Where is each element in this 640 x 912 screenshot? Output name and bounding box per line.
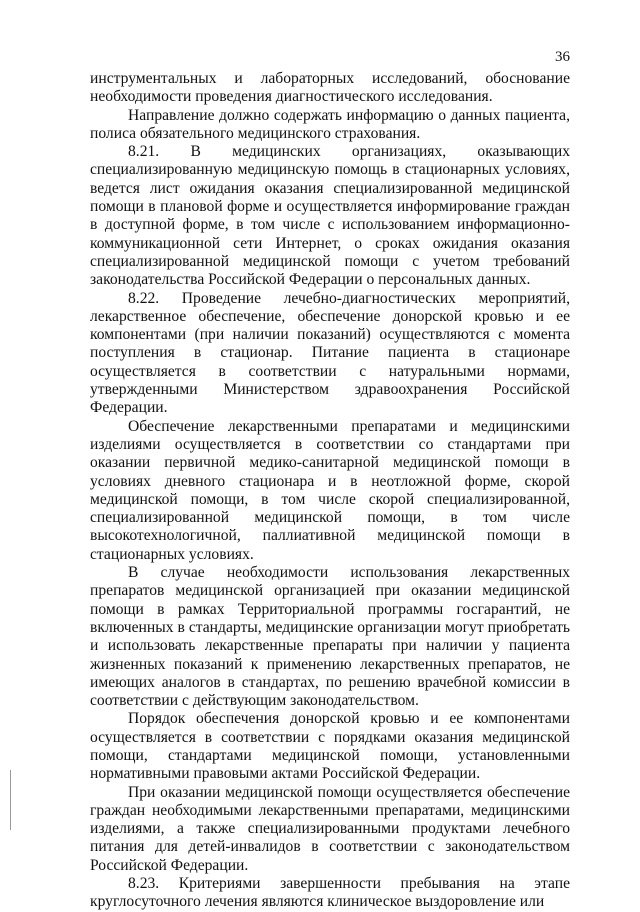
paragraph-8-23: 8.23. Критериями завершенности пребывания на этапе круглосуточного лечения являются клиническое выздоровление или [90, 875, 570, 911]
document-body [90, 70, 570, 912]
paragraph-8-22: 8.22. Проведение лечебно-диагностических мероприятий, лекарственное обеспечение, обеспечение донорской кровью и ее компонентами (при наличии показаний) осуществляются с момента поступления в стационар. Питание пациента в стационаре осуществляется в соответствии с натуральными нормами, утвержденными Министерством здравоохранения Российской Федерации. [90, 289, 570, 417]
paragraph-blood-supply: Порядок обеспечения донорской кровью и ее компонентами осуществляется в соответствии с порядками оказания медицинской помощи, стандартами медицинской помощи, установленными нормативными правовыми актами Российской Федерации. [90, 710, 570, 783]
paragraph-disabled-children: При оказании медицинской помощи осуществляется обеспечение граждан необходимыми лекарственными препаратами, медицинскими изделиями, а также специализированными продуктами лечебного питания для детей-инвалидов в соответствии с законодательством Российской Федерации. [90, 783, 570, 874]
paragraph-drug-supply: Обеспечение лекарственными препаратами и медицинскими изделиями осуществляется в соответствии со стандартами при оказании первичной медико-санитарной медицинской помощи в условиях дневного стационара и в неотложной форме, скорой медицинской помощи, в том числе скорой специализированной, специализированной медицинской помощи, в том числе высокотехнологичной, паллиативной медицинской помощи в стационарных условиях. [90, 417, 570, 563]
scan-edge-mark [10, 770, 11, 830]
paragraph-8-21: 8.21. В медицинских организациях, оказывающих специализированную медицинскую помощь в стационарных условиях, ведется лист ожидания оказания специализированной медицинской помощи в плановой форме и осуществляется информирование граждан в доступной форме, в том числе с использованием информационно-коммуникационной сети Интернет, о сроках ожидания оказания специализированной медицинской помощи с учетом требований законодательства Российской Федерации о персональных данных. [90, 143, 570, 289]
page-number: 36 [555, 49, 570, 65]
paragraph-referral-info: Направление должно содержать информацию о данных пациента, полиса обязательного медицинского страхования. [90, 106, 570, 142]
paragraph-drug-purchase: В случае необходимости использования лекарственных препаратов медицинской организацией при оказании медицинской помощи в рамках Территориальной программы госгарантий, не включенных в стандарты, медицинские организации могут приобретать и использовать лекарственные препараты при наличии у пациента жизненных показаний к применению лекарственных препаратов, не имеющих аналогов в стандартах, по решению врачебной комиссии в соответствии с действующим законодательством. [90, 564, 570, 710]
paragraph-continuation: инструментальных и лабораторных исследований, обоснование необходимости проведения диагностического исследования. [90, 70, 570, 106]
